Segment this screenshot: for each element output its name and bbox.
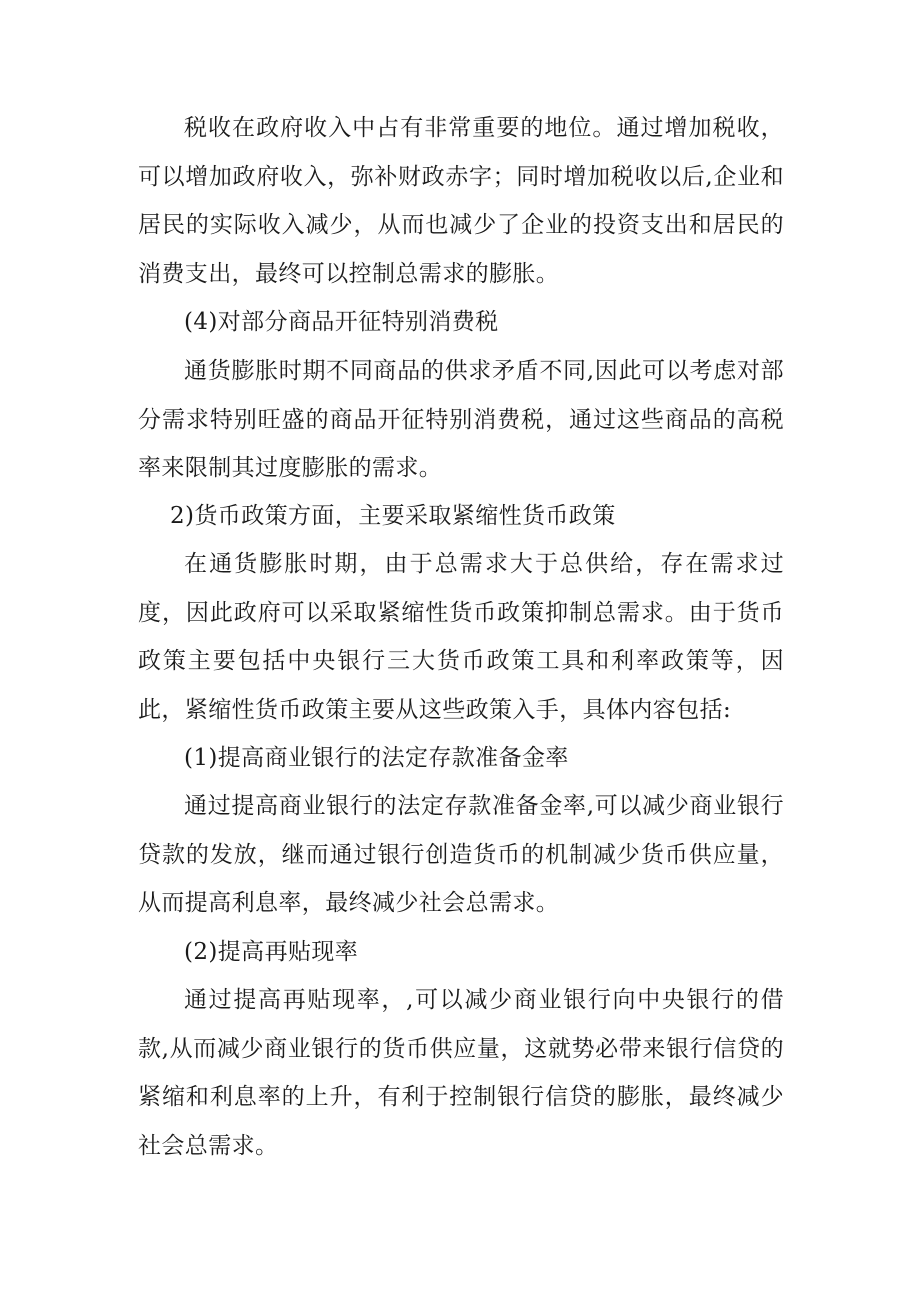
paragraph-monetary-policy: 在通货膨胀时期，由于总需求大于总供给，存在需求过度，因此政府可以采取紧缩性货币政策抑制总需求。由于货币政策主要包括中央银行三大货币政策工具和利率政策等，因此，紧缩性货币政策主要从这些政策入手，具体内容包括:: [138, 551, 784, 723]
paragraph-reserve-ratio: 通过提高商业银行的法定存款准备金率,可以减少商业银行贷款的发放，继而通过银行创造货币的机制减少货币供应量，从而提高利息率，最终减少社会总需求。: [138, 793, 784, 916]
heading-monetary-policy: 2)货币政策方面，主要采取紧缩性货币政策: [170, 503, 616, 529]
paragraph-tax-revenue: 税收在政府收入中占有非常重要的地位。通过增加税收，可以增加政府收入，弥补财政赤字；同时增加税收以后,企业和居民的实际收入减少，从而也减少了企业的投资支出和居民的消费支出，最终可以控制总需求的膨胀。: [138, 115, 784, 287]
paragraph-special-consumption-tax: 通货膨胀时期不同商品的供求矛盾不同,因此可以考虑对部分需求特别旺盛的商品开征特别消费税，通过这些商品的高税率来限制其过度膨胀的需求。: [138, 358, 784, 481]
subheading-special-consumption-tax: (4)对部分商品开征特别消费税: [184, 309, 499, 335]
subheading-rediscount-rate: (2)提高再贴现率: [184, 939, 359, 965]
subheading-reserve-ratio: (1)提高商业银行的法定存款准备金率: [184, 745, 569, 771]
paragraph-rediscount-rate: 通过提高再贴现率，,可以减少商业银行向中央银行的借款,从而减少商业银行的货币供应量，这就势必带来银行信贷的紧缩和利息率的上升，有利于控制银行信贷的膨胀，最终减少社会总需求。: [138, 987, 784, 1159]
